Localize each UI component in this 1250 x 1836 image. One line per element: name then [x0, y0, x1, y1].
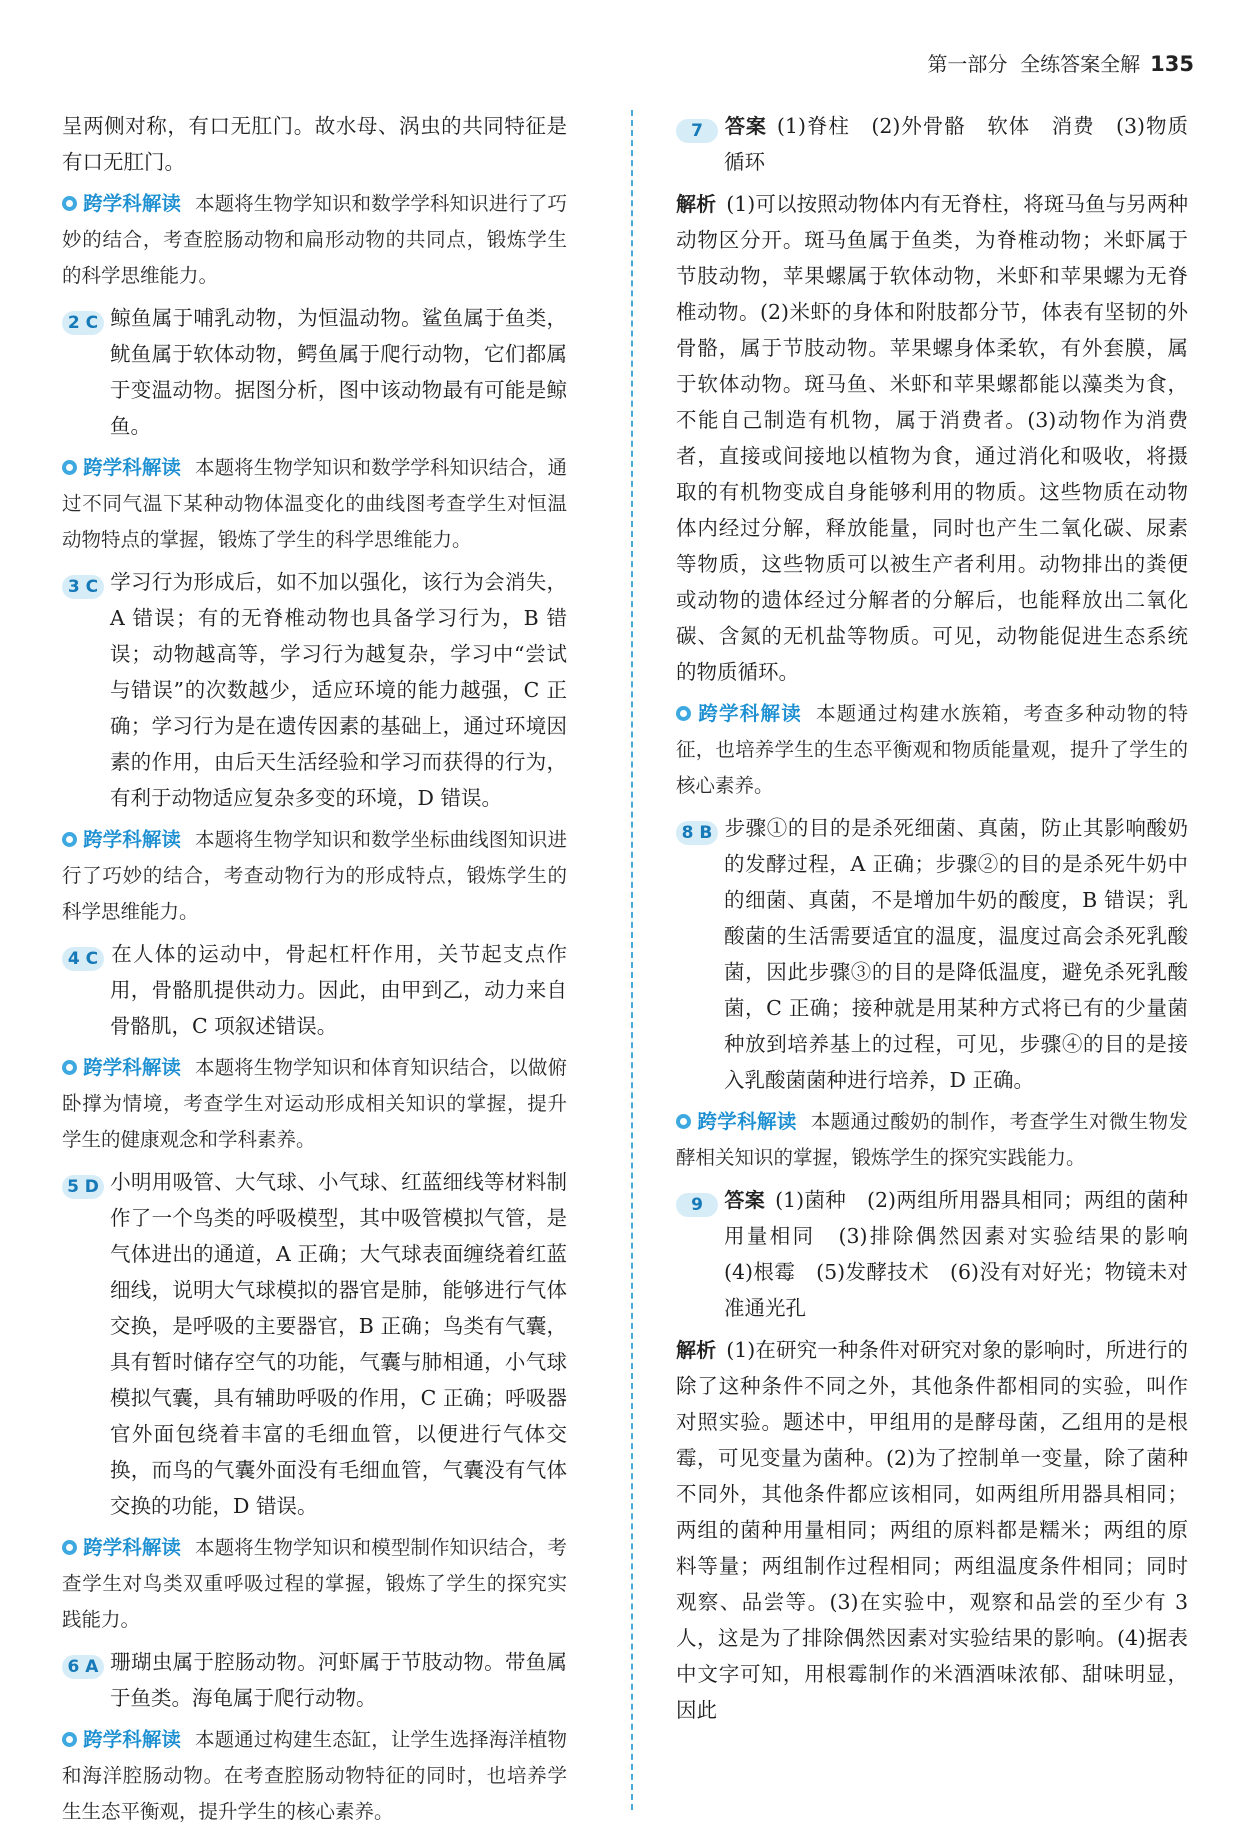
column-divider — [631, 110, 633, 1810]
note-text: 本题将生物学知识和数学学科知识结合，通过不同气温下某种动物体温变化的曲线图考查学生对恒温动物特点的掌握，锻炼了学生的科学思维能力。 — [62, 456, 567, 551]
note-text: 本题将生物学知识和模型制作知识结合，考查学生对鸟类双重呼吸过程的掌握，锻炼了学生的探究实践能力。 — [62, 1536, 567, 1631]
note-icon — [62, 196, 77, 211]
note-label: 跨学科解读 — [83, 828, 181, 851]
note-label: 跨学科解读 — [83, 456, 181, 479]
question-text: 学习行为形成后，如不加以强化，该行为会消失，A 错误；有的无脊椎动物也具备学习行为，B 错误；动物越高等，学习行为越复杂，学习中“尝试与错误”的次数越少，适应环境的能力越强，C 正确；学习行为是在遗传因素的基础上，通过环境因素的作用，由后天生活经验和学习而获得的行为，有利于动物适应复杂多变的环境，D 错误。 — [110, 570, 567, 810]
analysis-text: (1)在研究一种条件对研究对象的影响时，所进行的除了这种条件不同之外，其他条件都相同的实验，叫作对照实验。题述中，甲组用的是酵母菌，乙组用的是根霉，可见变量为菌种。(2)为了控制单一变量，除了菌种不同外，其他条件都应该相同，如两组所用器具相同；两组的菌种用量相同；两组的原料都是糯米；两组的原料等量；两组制作过程相同；两组温度条件相同；同时观察、品尝等。(3)在实验中，观察和品尝的至少有 3 人，这是为了排除偶然因素对实验结果的影响。(4)据表中文字可知，用根霉制作的米酒酒味浓郁、甜味明显，因此 — [676, 1338, 1188, 1722]
section-label: 第一部分 — [927, 52, 1008, 76]
answer-badge: 4 C — [62, 947, 104, 971]
analysis-label: 解析 — [676, 1338, 717, 1362]
question-2 — [62, 300, 567, 444]
note-text: 本题通过构建生态缸，让学生选择海洋植物和海洋腔肠动物。在考查腔肠动物特征的同时，也培养学生生态平衡观，提升学生的核心素养。 — [62, 1728, 567, 1823]
note-text: 本题通过构建水族箱，考查多种动物的特征，也培养学生的生态平衡观和物质能量观，提升了学生的核心素养。 — [676, 702, 1188, 797]
answer-text: (1)菌种 (2)两组所用器具相同；两组的菌种用量相同 (3)排除偶然因素对实验结果的影响 (4)根霉 (5)发酵技术 (6)没有对好光；物镜未对准通光孔 — [724, 1188, 1209, 1320]
question-number-badge: 7 — [676, 119, 718, 143]
q2-note — [62, 450, 567, 558]
page-header — [927, 48, 1194, 77]
right-column — [676, 108, 1209, 1734]
q1-continuation: 呈两侧对称，有口无肛门。故水母、涡虫的共同特征是有口无肛门。 — [62, 114, 567, 174]
question-text: 小明用吸管、大气球、小气球、红蓝细线等材料制作了一个鸟类的呼吸模型，其中吸管模拟气管，是气体进出的通道，A 正确；大气球表面缠绕着红蓝细线，说明大气球模拟的器官是肺，能够进行气体交换，是呼吸的主要器官，B 正确；鸟类有气囊，具有暂时储存空气的功能，气囊与肺相通，小气球模拟气囊，具有辅助呼吸的作用，C 正确；呼吸器官外面包绕着丰富的毛细血管，以便进行气体交换，而鸟的气囊外面没有毛细血管，气囊没有气体交换的功能，D 错误。 — [110, 1170, 567, 1518]
q4-note — [62, 1050, 567, 1158]
note-icon — [62, 832, 77, 847]
question-8 — [676, 810, 1188, 1098]
note-text: 本题将生物学知识和数学坐标曲线图知识进行了巧妙的结合，考查动物行为的形成特点，锻炼学生的科学思维能力。 — [62, 828, 567, 923]
answer-badge: 8 B — [676, 821, 718, 845]
answer-badge: 3 C — [62, 575, 104, 599]
question-text: 鲸鱼属于哺乳动物，为恒温动物。鲨鱼属于鱼类，鱿鱼属于软体动物，鳄鱼属于爬行动物，它们都属于变温动物。据图分析，图中该动物最有可能是鲸鱼。 — [110, 306, 567, 438]
q3-note — [62, 822, 567, 930]
note-label: 跨学科解读 — [83, 192, 181, 215]
analysis-label: 解析 — [676, 192, 717, 216]
page-number: 135 — [1150, 52, 1194, 76]
question-number-badge: 9 — [676, 1193, 718, 1217]
question-9-analysis — [676, 1332, 1188, 1728]
note-label: 跨学科解读 — [83, 1536, 181, 1559]
question-4 — [62, 936, 567, 1044]
note-icon — [62, 1732, 77, 1747]
answer-badge: 6 A — [62, 1655, 104, 1679]
note-text: 本题将生物学知识和数学学科知识进行了巧妙的结合，考查腔肠动物和扁形动物的共同点，锻炼学生的科学思维能力。 — [62, 192, 567, 287]
left-column — [62, 108, 567, 1836]
note-icon — [676, 706, 691, 721]
q8-note — [676, 1104, 1188, 1176]
note-label: 跨学科解读 — [697, 1110, 797, 1133]
note-icon — [62, 1540, 77, 1555]
header-title: 全练答案全解 — [1020, 52, 1141, 76]
answer-badge: 2 C — [62, 311, 104, 335]
note-icon — [676, 1114, 691, 1129]
analysis-text: (1)可以按照动物体内有无脊柱，将斑马鱼与另两种动物区分开。斑马鱼属于鱼类，为脊椎动物；米虾属于节肢动物，苹果螺属于软体动物，米虾和苹果螺为无脊椎动物。(2)米虾的身体和附肢都分节，体表有坚韧的外骨骼，属于节肢动物。苹果螺身体柔软，有外套膜，属于软体动物。斑马鱼、米虾和苹果螺都能以藻类为食，不能自己制造有机物，属于消费者。(3)动物作为消费者，直接或间接地以植物为食，通过消化和吸收，将摄取的有机物变成自身能够利用的物质。这些物质在动物体内经过分解，释放能量，同时也产生二氧化碳、尿素等物质，这些物质可以被生产者利用。动物排出的粪便或动物的遗体经过分解者的分解后，也能释放出二氧化碳、含氮的无机盐等物质。可见，动物能促进生态系统的物质循环。 — [676, 192, 1188, 684]
note-icon — [62, 1060, 77, 1075]
question-7-answer — [676, 108, 1188, 180]
note-label: 跨学科解读 — [83, 1728, 181, 1751]
answer-label: 答案 — [724, 114, 767, 138]
question-text: 在人体的运动中，骨起杠杆作用，关节起支点作用，骨骼肌提供动力。因此，由甲到乙，动力来自骨骼肌，C 项叙述错误。 — [110, 942, 567, 1038]
answer-label: 答案 — [724, 1188, 766, 1212]
q6-note — [62, 1722, 567, 1830]
question-6 — [62, 1644, 567, 1716]
note-label: 跨学科解读 — [83, 1056, 181, 1079]
question-3 — [62, 564, 567, 816]
note-text: 本题通过酸奶的制作，考查学生对微生物发酵相关知识的掌握，锻炼学生的探究实践能力。 — [676, 1110, 1188, 1169]
question-text: 步骤①的目的是杀死细菌、真菌，防止其影响酸奶的发酵过程，A 正确；步骤②的目的是杀死牛奶中的细菌、真菌，不是增加牛奶的酸度，B 错误；乳酸菌的生活需要适宜的温度，温度过高会杀死乳酸菌，因此步骤③的目的是降低温度，避免杀死乳酸菌，C 正确；接种就是用某种方式将已有的少量菌种放到培养基上的过程，可见，步骤④的目的是接入乳酸菌菌种进行培养，D 正确。 — [724, 816, 1188, 1092]
answer-text: (1)脊柱 (2)外骨骼 软体 消费 (3)物质循环 — [724, 114, 1188, 174]
answer-badge: 5 D — [62, 1175, 104, 1199]
q7-note — [676, 696, 1188, 804]
note-text: 本题将生物学知识和体育知识结合，以做俯卧撑为情境，考查学生对运动形成相关知识的掌握，提升学生的健康观念和学科素养。 — [62, 1056, 567, 1151]
q5-note — [62, 1530, 567, 1638]
question-7-analysis — [676, 186, 1188, 690]
q1-note — [62, 186, 567, 294]
note-icon — [62, 460, 77, 475]
question-text: 珊瑚虫属于腔肠动物。河虾属于节肢动物。带鱼属于鱼类。海龟属于爬行动物。 — [110, 1650, 567, 1710]
note-label: 跨学科解读 — [697, 702, 802, 725]
question-5 — [62, 1164, 567, 1524]
question-9-answer — [676, 1182, 1209, 1326]
